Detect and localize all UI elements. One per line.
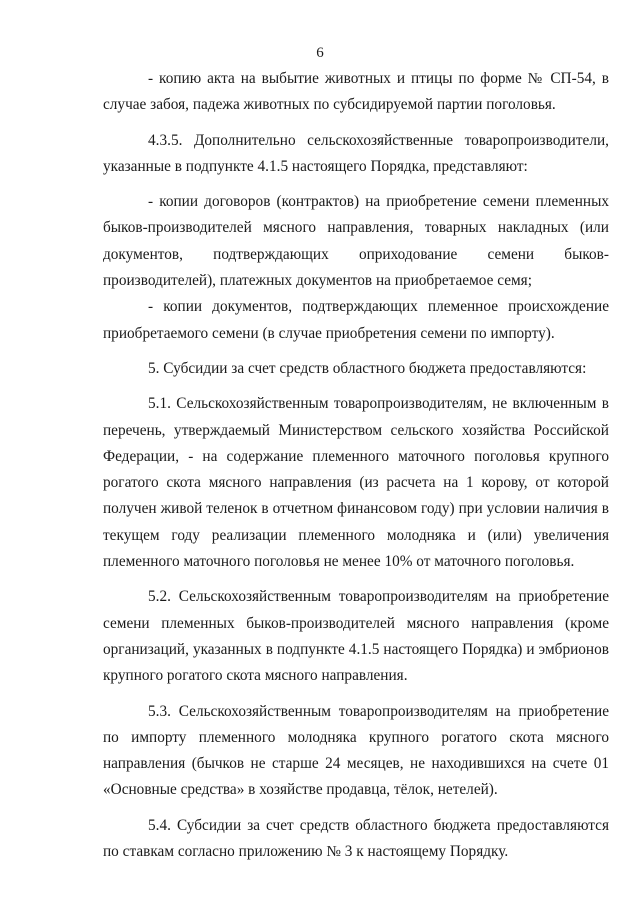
paragraph-pedigree-copies: - копии документов, подтверждающих племенное происхождение приобретаемого семени (в случае приобретения семени по импорту). <box>103 298 609 342</box>
paragraph-5-1: 5.1. Сельскохозяйственным товаропроизводителям, не включенным в перечень, утверждаемый Министерством сельского хозяйства Российской Федерации, - на содержание племенного маточного поголовья крупного рогатого скота мясного направления (из расчета на 1 корову, от которой получен живой теленок в отчетном финансовом году) при условии наличия в текущем году реализации племенного молодняка и (или) увеличения племенного маточного поголовья не менее 10% от маточного поголовья. <box>103 395 609 571</box>
paragraph-contract-copies: - копии договоров (контрактов) на приобретение семени племенных быков-производителей мясного направления, товарных накладных (или документов, подтверждающих оприходование семени быков-производителей), платежных документов на приобретаемое семя; <box>103 193 609 290</box>
paragraph-5: 5. Субсидии за счет средств областного бюджета предоставляются: <box>148 359 587 377</box>
paragraph-5-3: 5.3. Сельскохозяйственным товаропроизводителям на приобретение по импорту племенного молодняка крупного рогатого скота мясного направления (бычков не старше 24 месяцев, не находившихся на счете 01 «Основные средства» в хозяйстве продавца, тёлок, нетелей). <box>103 702 609 799</box>
document-body <box>103 66 609 865</box>
paragraph-5-2: 5.2. Сельскохозяйственным товаропроизводителям на приобретение семени племенных быков-производителей мясного направления (кроме организаций, указанных в подпункте 4.1.5 настоящего Порядка) и эмбрионов крупного рогатого скота мясного направления. <box>103 588 609 685</box>
paragraph-5-4: 5.4. Субсидии за счет средств областного бюджета предоставляются по ставкам согласно приложению № 3 к настоящему Порядку. <box>103 816 609 861</box>
page-number: 6 <box>316 45 324 61</box>
paragraph-act-copy: - копию акта на выбытие животных и птицы по форме № СП-54, в случае забоя, падежа животных по субсидируемой партии поголовья. <box>103 70 609 114</box>
paragraph-4-3-5: 4.3.5. Дополнительно сельскохозяйственные товаропроизводители, указанные в подпункте 4.1.5 настоящего Порядка, представляют: <box>103 131 609 175</box>
